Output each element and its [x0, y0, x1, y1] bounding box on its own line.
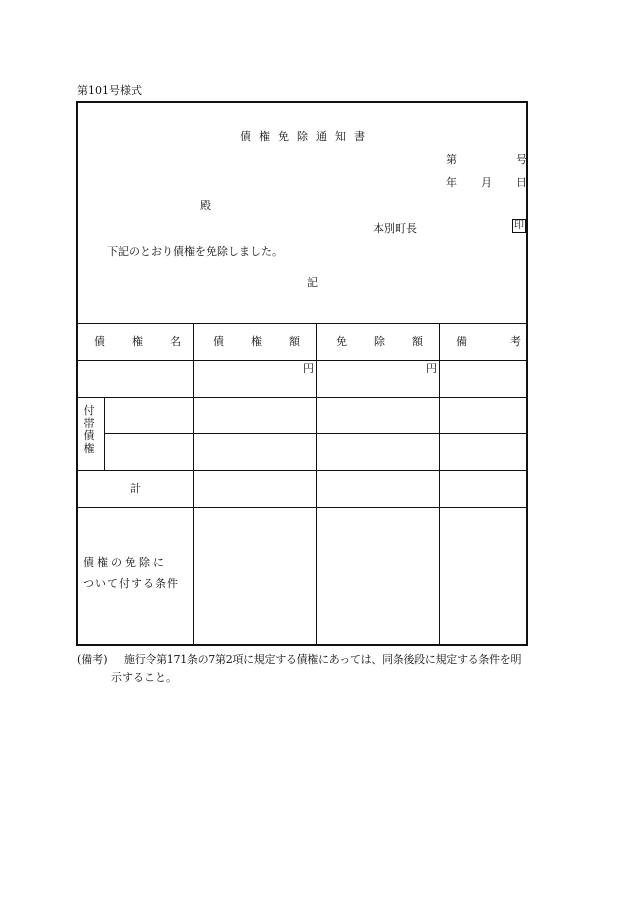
- table-rule: [77, 323, 527, 324]
- form-number: 第101号様式: [77, 84, 142, 97]
- table-rule: [104, 397, 105, 470]
- total-label: 計: [130, 482, 141, 495]
- col-header-amount: 債 権 額: [213, 335, 308, 348]
- addressee-suffix: 殿: [200, 199, 211, 212]
- table-rule: [316, 323, 317, 645]
- conditions-label: ついて付する条件: [83, 577, 179, 590]
- note-text: 示すること。: [111, 671, 177, 684]
- date-year: 年: [446, 176, 457, 189]
- conditions-label: 債権の免除に: [83, 556, 167, 569]
- col-header-name: 債 権 名: [94, 335, 189, 348]
- yen-unit: 円: [303, 362, 314, 375]
- table-rule: [77, 470, 527, 471]
- attached-claims-label: 付帯債権: [83, 404, 95, 455]
- document-title: 債権免除通知書: [240, 130, 373, 143]
- date-month: 月: [481, 176, 492, 189]
- number-suffix: 号: [516, 153, 527, 166]
- col-header-remarks: 備 考: [456, 335, 537, 348]
- table-rule: [77, 397, 527, 398]
- yen-unit: 円: [426, 362, 437, 375]
- number-prefix: 第: [446, 153, 457, 166]
- body-text: 下記のとおり債権を免除しました。: [107, 245, 283, 258]
- ki-heading: 記: [307, 276, 318, 289]
- table-rule: [77, 360, 527, 361]
- note-text: 施行令第171条の7第2項に規定する債権にあっては、同条後段に規定する条件を明: [124, 653, 522, 666]
- table-rule: [193, 323, 194, 645]
- col-header-exempt: 免 除 額: [336, 335, 431, 348]
- issuer-name: 本別町長: [373, 222, 417, 235]
- table-rule: [439, 323, 440, 645]
- date-day: 日: [516, 176, 527, 189]
- table-rule: [77, 507, 527, 508]
- note-label: (備考): [77, 653, 108, 666]
- seal-mark: 印: [514, 220, 524, 231]
